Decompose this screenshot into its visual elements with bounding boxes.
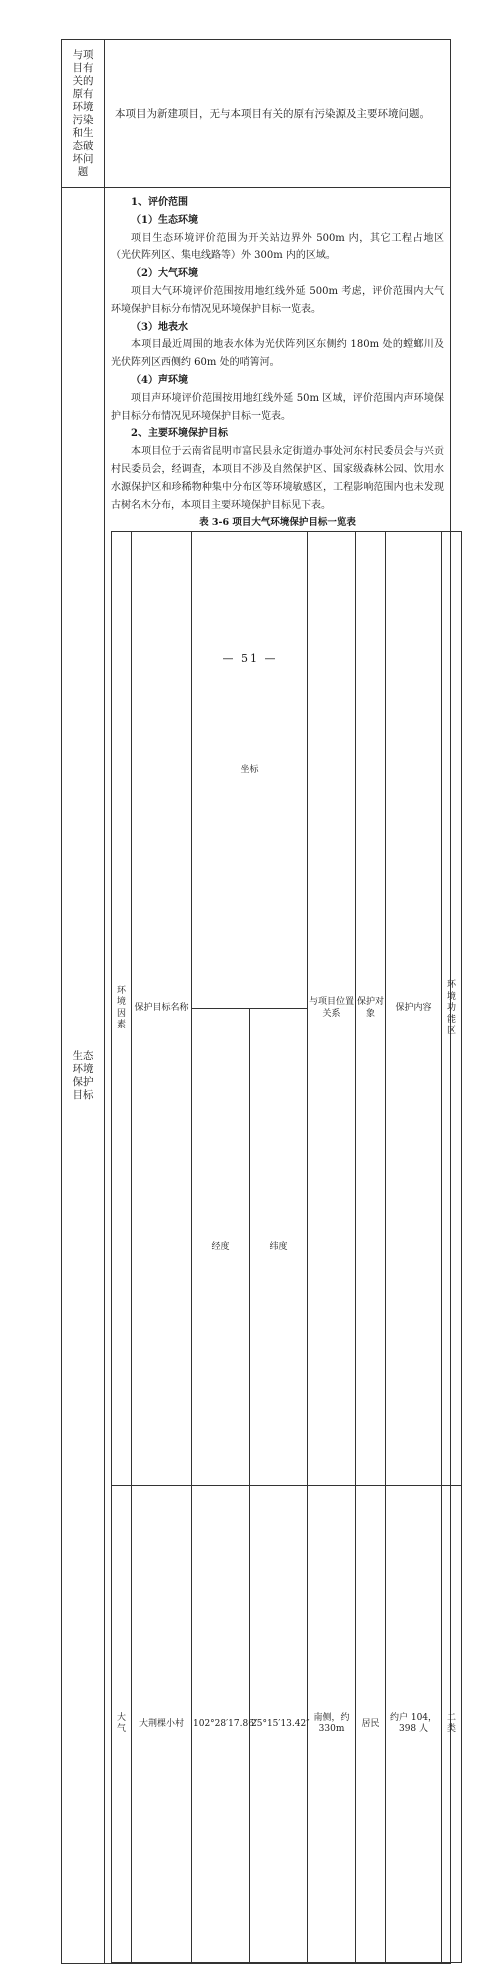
section-title-targets: 2、主要环境保护目标 [131,428,228,440]
paragraph-eco: 项目生态环境评价范围为开关站边界外 500m 内，其它工程占地区（光伏阵列区、集电线路等）外 300m 内的区域。 [111,232,444,262]
paragraph-water: 本项目最近周围的地表水体为光伏阵列区东侧约 180m 处的螳螂川及光伏阵列区西侧约 60m 处的哨箐河。 [111,339,444,369]
table-row [112,1486,462,1963]
header-lon: 经度 [192,1009,250,1486]
subsection-title-noise: （4）声环境 [131,374,188,386]
protection-targets-label-cell [62,188,105,1964]
header-relation: 与项目位置关系 [308,532,356,1486]
protection-targets-label: 生态环境保护目标 [72,1049,94,1101]
section-title-scope: 1、评价范围 [131,197,188,208]
cell-func: 二类 [442,1486,462,1963]
header-name: 保护目标名称 [132,532,192,1486]
paragraph-air: 项目大气环境评价范围按用地红线外延 500m 考虑，评价范围内大气环境保护目标分布情况见环境保护目标一览表。 [111,285,444,315]
cell-name: 大荆棵小村 [132,1486,192,1963]
protection-targets-row [62,188,451,1964]
cell-object: 居民 [356,1486,386,1963]
header-factor: 环境因素 [112,532,132,1486]
header-content: 保护内容 [386,532,442,1486]
subsection-title-air: （2）大气环境 [131,268,198,280]
cell-lat: 25°15′13.42″ [250,1486,308,1963]
existing-problems-label: 与项目有关的原有环境污染和生态破坏问题 [72,48,94,178]
header-coord: 坐标 [192,532,308,1009]
paragraph-targets: 本项目位于云南省昆明市富民县永定街道办事处河东村民委员会与兴贡村民委员会，经调查，本项目不涉及自然保护区、国家级森林公园、饮用水水源保护区和珍稀物种集中分布区等环境敏感区，工程影响范围内也未发现古树名木分布，本项目主要环境保护目标见下表。 [111,446,444,511]
air-targets-table [111,531,462,1963]
subsection-title-water: （3）地表水 [131,321,188,333]
existing-problems-content: 本项目为新建项目，无与本项目有关的原有污染源及主要环境问题。 [105,40,451,188]
main-table [61,39,457,1964]
cell-factor: 大气 [112,1486,132,1963]
table-caption: 表 3-6 项目大气环境保护目标一览表 [199,517,356,529]
page-number: — 51 — [222,652,278,665]
table-header-row [112,532,462,1009]
cell-lon: 102°28′17.86″ [192,1486,250,1963]
cell-relation: 南侧，约 330m [308,1486,356,1963]
subsection-title-eco: （1）生态环境 [131,214,198,226]
existing-problems-row [62,40,451,188]
header-object: 保护对象 [356,532,386,1486]
paragraph-noise: 项目声环境评价范围按用地红线外延 50m 区域，评价范围内声环境保护目标分布情况见环境保护目标一览表。 [111,392,444,422]
header-func: 环境功能区 [442,532,462,1486]
header-lat: 纬度 [250,1009,308,1486]
protection-targets-content [105,188,457,1964]
existing-problems-label-cell [62,40,105,188]
cell-content: 约户 104，398 人 [386,1486,442,1963]
